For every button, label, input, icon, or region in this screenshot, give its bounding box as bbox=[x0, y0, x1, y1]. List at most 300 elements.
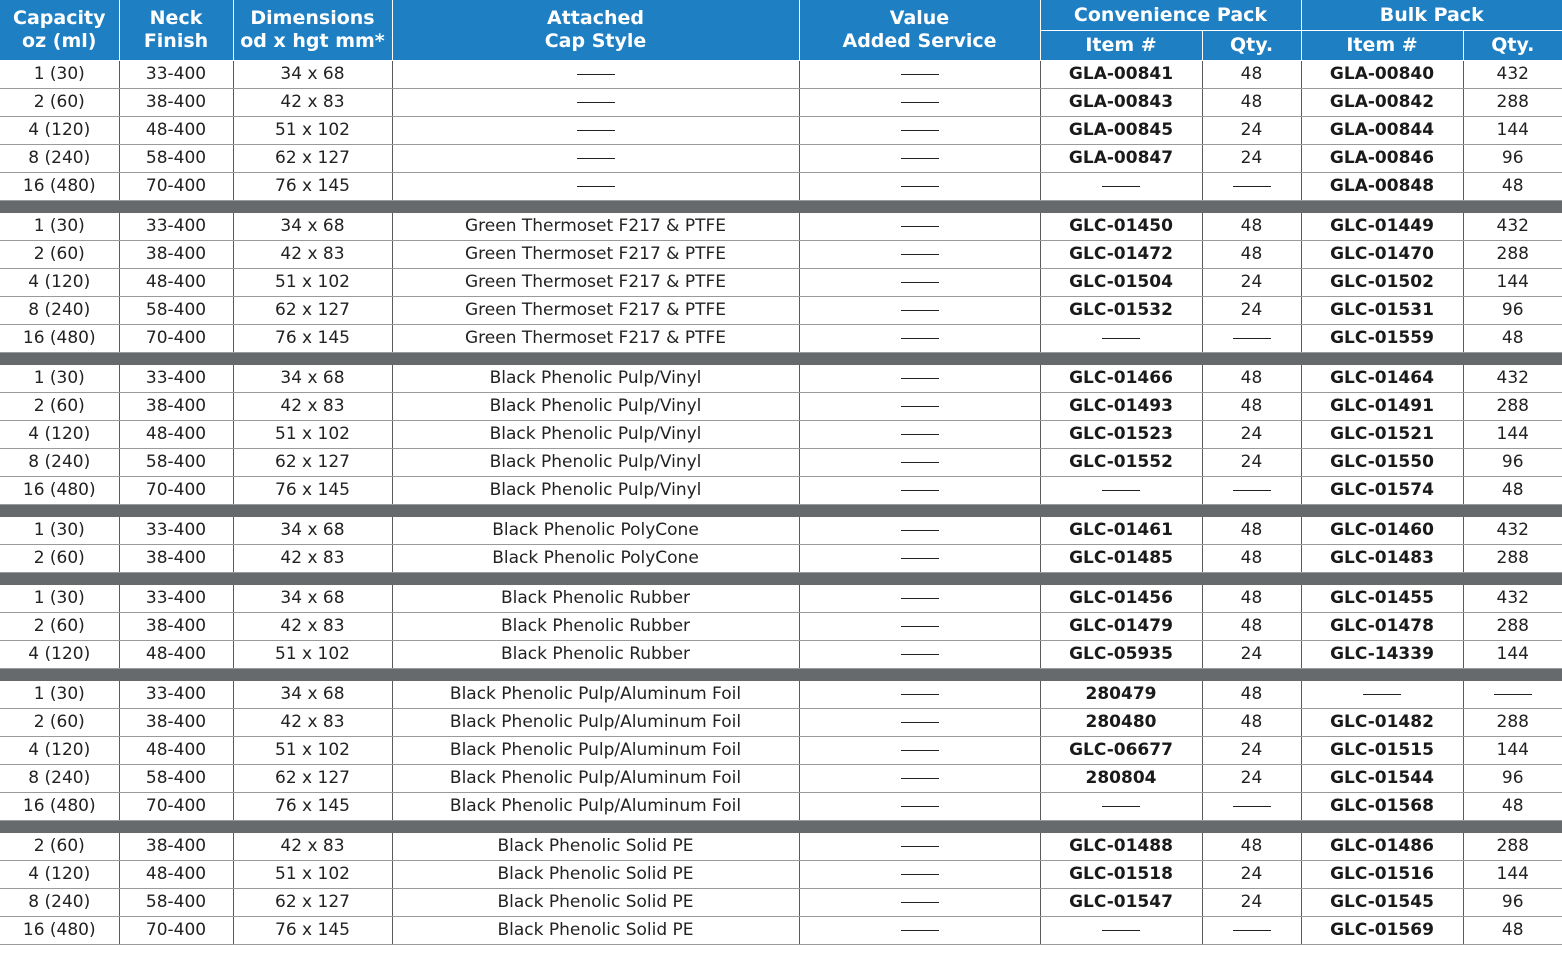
neck-finish-cell: 38-400 bbox=[119, 709, 233, 737]
convenience-qty-cell: 24 bbox=[1202, 889, 1301, 917]
value-added-cell bbox=[799, 737, 1040, 765]
neck-finish-cell: 70-400 bbox=[119, 917, 233, 945]
dimensions-cell: 42 x 83 bbox=[233, 613, 392, 641]
bulk-item-cell: GLC-01550 bbox=[1301, 449, 1463, 477]
table-row bbox=[0, 241, 1562, 269]
value-added-cell bbox=[799, 709, 1040, 737]
cap-style-cell bbox=[392, 89, 799, 117]
dash-icon bbox=[901, 74, 939, 75]
table-row bbox=[0, 145, 1562, 173]
convenience-qty-cell: 48 bbox=[1202, 833, 1301, 861]
value-added-cell bbox=[799, 61, 1040, 89]
bulk-item-cell: GLC-01449 bbox=[1301, 213, 1463, 241]
convenience-qty-cell bbox=[1202, 477, 1301, 505]
cap-style-cell: Black Phenolic Solid PE bbox=[392, 861, 799, 889]
value-added-cell bbox=[799, 681, 1040, 709]
dash-icon bbox=[577, 158, 615, 159]
group-separator bbox=[0, 505, 1562, 518]
convenience-qty-cell: 48 bbox=[1202, 585, 1301, 613]
cap-style-cell: Green Thermoset F217 & PTFE bbox=[392, 297, 799, 325]
capacity-cell: 1 (30) bbox=[0, 585, 119, 613]
bulk-qty-cell: 96 bbox=[1463, 297, 1562, 325]
cap-style-cell: Green Thermoset F217 & PTFE bbox=[392, 213, 799, 241]
convenience-item-cell: GLA-00841 bbox=[1040, 61, 1202, 89]
convenience-item-cell: GLA-00843 bbox=[1040, 89, 1202, 117]
dash-icon bbox=[901, 598, 939, 599]
bulk-item-cell: GLA-00840 bbox=[1301, 61, 1463, 89]
convenience-item-cell bbox=[1040, 325, 1202, 353]
convenience-qty-cell bbox=[1202, 173, 1301, 201]
table-row bbox=[0, 681, 1562, 709]
convenience-item-cell: GLC-01504 bbox=[1040, 269, 1202, 297]
capacity-cell: 16 (480) bbox=[0, 917, 119, 945]
convenience-qty-cell: 48 bbox=[1202, 517, 1301, 545]
convenience-qty-cell: 24 bbox=[1202, 765, 1301, 793]
cap-style-cell: Black Phenolic Solid PE bbox=[392, 889, 799, 917]
header-dimensions: Dimensions od x hgt mm* bbox=[233, 0, 392, 61]
neck-finish-cell: 48-400 bbox=[119, 737, 233, 765]
convenience-qty-cell bbox=[1202, 793, 1301, 821]
dimensions-cell: 34 x 68 bbox=[233, 213, 392, 241]
value-added-cell bbox=[799, 585, 1040, 613]
dash-icon bbox=[1233, 490, 1271, 491]
dash-icon bbox=[1102, 338, 1140, 339]
dash-icon bbox=[901, 434, 939, 435]
neck-finish-cell: 48-400 bbox=[119, 117, 233, 145]
table-row bbox=[0, 269, 1562, 297]
neck-finish-cell: 70-400 bbox=[119, 173, 233, 201]
dash-icon bbox=[901, 490, 939, 491]
neck-finish-cell: 48-400 bbox=[119, 861, 233, 889]
dash-icon bbox=[901, 694, 939, 695]
value-added-cell bbox=[799, 145, 1040, 173]
convenience-item-cell: GLC-01488 bbox=[1040, 833, 1202, 861]
group-separator bbox=[0, 821, 1562, 834]
value-added-cell bbox=[799, 517, 1040, 545]
capacity-cell: 4 (120) bbox=[0, 117, 119, 145]
dash-icon bbox=[1233, 338, 1271, 339]
cap-style-cell: Black Phenolic Pulp/Aluminum Foil bbox=[392, 737, 799, 765]
bulk-item-cell: GLC-01559 bbox=[1301, 325, 1463, 353]
dash-icon bbox=[901, 626, 939, 627]
value-added-cell bbox=[799, 325, 1040, 353]
convenience-item-cell: 280479 bbox=[1040, 681, 1202, 709]
capacity-cell: 16 (480) bbox=[0, 325, 119, 353]
capacity-cell: 1 (30) bbox=[0, 213, 119, 241]
cap-style-cell bbox=[392, 145, 799, 173]
value-added-cell bbox=[799, 173, 1040, 201]
convenience-item-cell: GLC-01450 bbox=[1040, 213, 1202, 241]
capacity-cell: 1 (30) bbox=[0, 681, 119, 709]
neck-finish-cell: 70-400 bbox=[119, 325, 233, 353]
dash-icon bbox=[901, 406, 939, 407]
dash-icon bbox=[1102, 806, 1140, 807]
cap-style-cell: Black Phenolic Pulp/Aluminum Foil bbox=[392, 709, 799, 737]
bulk-item-cell: GLA-00846 bbox=[1301, 145, 1463, 173]
table-header bbox=[0, 0, 1562, 61]
table-row bbox=[0, 61, 1562, 89]
convenience-qty-cell: 24 bbox=[1202, 641, 1301, 669]
neck-finish-cell: 38-400 bbox=[119, 89, 233, 117]
bulk-item-cell: GLC-01516 bbox=[1301, 861, 1463, 889]
bulk-qty-cell: 288 bbox=[1463, 241, 1562, 269]
convenience-qty-cell: 48 bbox=[1202, 213, 1301, 241]
bulk-item-cell: GLC-01464 bbox=[1301, 365, 1463, 393]
neck-finish-cell: 38-400 bbox=[119, 613, 233, 641]
capacity-cell: 8 (240) bbox=[0, 449, 119, 477]
neck-finish-cell: 48-400 bbox=[119, 421, 233, 449]
cap-style-cell: Black Phenolic Solid PE bbox=[392, 917, 799, 945]
dash-icon bbox=[901, 654, 939, 655]
convenience-item-cell: GLC-01472 bbox=[1040, 241, 1202, 269]
table-row bbox=[0, 325, 1562, 353]
convenience-item-cell bbox=[1040, 793, 1202, 821]
dash-icon bbox=[901, 558, 939, 559]
neck-finish-cell: 33-400 bbox=[119, 365, 233, 393]
header-value-added-service: Value Added Service bbox=[799, 0, 1040, 61]
bulk-qty-cell: 144 bbox=[1463, 117, 1562, 145]
header-neck-finish: Neck Finish bbox=[119, 0, 233, 61]
dash-icon bbox=[901, 902, 939, 903]
convenience-item-cell: GLC-06677 bbox=[1040, 737, 1202, 765]
value-added-cell bbox=[799, 269, 1040, 297]
cap-style-cell: Black Phenolic Pulp/Aluminum Foil bbox=[392, 765, 799, 793]
dimensions-cell: 62 x 127 bbox=[233, 145, 392, 173]
dash-icon bbox=[901, 226, 939, 227]
neck-finish-cell: 58-400 bbox=[119, 765, 233, 793]
dash-icon bbox=[901, 282, 939, 283]
table-row bbox=[0, 709, 1562, 737]
dimensions-cell: 42 x 83 bbox=[233, 241, 392, 269]
bulk-item-cell: GLC-01545 bbox=[1301, 889, 1463, 917]
neck-finish-cell: 58-400 bbox=[119, 889, 233, 917]
cap-style-cell: Black Phenolic Rubber bbox=[392, 641, 799, 669]
bulk-qty-cell: 288 bbox=[1463, 613, 1562, 641]
table-row bbox=[0, 833, 1562, 861]
convenience-item-cell: GLC-01466 bbox=[1040, 365, 1202, 393]
table-row bbox=[0, 613, 1562, 641]
dimensions-cell: 34 x 68 bbox=[233, 61, 392, 89]
dimensions-cell: 51 x 102 bbox=[233, 641, 392, 669]
convenience-qty-cell: 24 bbox=[1202, 297, 1301, 325]
capacity-cell: 2 (60) bbox=[0, 833, 119, 861]
dimensions-cell: 76 x 145 bbox=[233, 917, 392, 945]
neck-finish-cell: 38-400 bbox=[119, 545, 233, 573]
dash-icon bbox=[901, 378, 939, 379]
convenience-qty-cell: 48 bbox=[1202, 241, 1301, 269]
bulk-qty-cell: 288 bbox=[1463, 709, 1562, 737]
separator-bar bbox=[0, 505, 1562, 518]
separator-bar bbox=[0, 201, 1562, 214]
table-row bbox=[0, 365, 1562, 393]
convenience-qty-cell: 48 bbox=[1202, 613, 1301, 641]
dimensions-cell: 34 x 68 bbox=[233, 585, 392, 613]
capacity-cell: 2 (60) bbox=[0, 709, 119, 737]
header-bulk-item: Item # bbox=[1301, 31, 1463, 61]
table-row bbox=[0, 517, 1562, 545]
bulk-qty-cell: 48 bbox=[1463, 793, 1562, 821]
neck-finish-cell: 70-400 bbox=[119, 793, 233, 821]
bulk-qty-cell: 288 bbox=[1463, 545, 1562, 573]
convenience-qty-cell bbox=[1202, 325, 1301, 353]
separator-bar bbox=[0, 573, 1562, 586]
bulk-qty-cell: 48 bbox=[1463, 325, 1562, 353]
convenience-qty-cell: 48 bbox=[1202, 681, 1301, 709]
table-row bbox=[0, 89, 1562, 117]
value-added-cell bbox=[799, 117, 1040, 145]
bulk-qty-cell: 432 bbox=[1463, 517, 1562, 545]
bulk-item-cell: GLA-00848 bbox=[1301, 173, 1463, 201]
cap-style-cell bbox=[392, 61, 799, 89]
bulk-item-cell: GLC-01531 bbox=[1301, 297, 1463, 325]
table-row bbox=[0, 861, 1562, 889]
dimensions-cell: 76 x 145 bbox=[233, 477, 392, 505]
neck-finish-cell: 33-400 bbox=[119, 681, 233, 709]
convenience-qty-cell: 24 bbox=[1202, 861, 1301, 889]
neck-finish-cell: 48-400 bbox=[119, 269, 233, 297]
convenience-qty-cell: 48 bbox=[1202, 545, 1301, 573]
neck-finish-cell: 70-400 bbox=[119, 477, 233, 505]
cap-style-cell: Black Phenolic PolyCone bbox=[392, 517, 799, 545]
capacity-cell: 4 (120) bbox=[0, 861, 119, 889]
header-convenience-pack: Convenience Pack bbox=[1040, 0, 1301, 31]
bulk-qty-cell: 288 bbox=[1463, 393, 1562, 421]
dimensions-cell: 51 x 102 bbox=[233, 861, 392, 889]
bulk-item-cell: GLC-01515 bbox=[1301, 737, 1463, 765]
bulk-qty-cell: 48 bbox=[1463, 917, 1562, 945]
table-row bbox=[0, 393, 1562, 421]
table-row bbox=[0, 173, 1562, 201]
bulk-item-cell: GLC-01502 bbox=[1301, 269, 1463, 297]
bulk-qty-cell: 432 bbox=[1463, 365, 1562, 393]
header-convenience-item: Item # bbox=[1040, 31, 1202, 61]
value-added-cell bbox=[799, 889, 1040, 917]
bulk-qty-cell: 144 bbox=[1463, 861, 1562, 889]
dimensions-cell: 62 x 127 bbox=[233, 889, 392, 917]
header-cap-style: Attached Cap Style bbox=[392, 0, 799, 61]
bulk-qty-cell: 144 bbox=[1463, 269, 1562, 297]
dimensions-cell: 51 x 102 bbox=[233, 117, 392, 145]
dimensions-cell: 62 x 127 bbox=[233, 297, 392, 325]
cap-style-cell: Green Thermoset F217 & PTFE bbox=[392, 241, 799, 269]
bulk-item-cell: GLC-01521 bbox=[1301, 421, 1463, 449]
capacity-cell: 4 (120) bbox=[0, 737, 119, 765]
dimensions-cell: 42 x 83 bbox=[233, 833, 392, 861]
convenience-item-cell: GLA-00847 bbox=[1040, 145, 1202, 173]
dimensions-cell: 34 x 68 bbox=[233, 365, 392, 393]
value-added-cell bbox=[799, 213, 1040, 241]
cap-style-cell bbox=[392, 117, 799, 145]
capacity-cell: 1 (30) bbox=[0, 61, 119, 89]
bulk-qty-cell: 144 bbox=[1463, 641, 1562, 669]
convenience-qty-cell: 48 bbox=[1202, 393, 1301, 421]
bulk-qty-cell: 288 bbox=[1463, 89, 1562, 117]
table-row bbox=[0, 297, 1562, 325]
dimensions-cell: 51 x 102 bbox=[233, 737, 392, 765]
table-row bbox=[0, 477, 1562, 505]
table-row bbox=[0, 889, 1562, 917]
neck-finish-cell: 38-400 bbox=[119, 393, 233, 421]
capacity-cell: 2 (60) bbox=[0, 545, 119, 573]
bulk-item-cell bbox=[1301, 681, 1463, 709]
dash-icon bbox=[901, 874, 939, 875]
group-separator bbox=[0, 201, 1562, 214]
separator-bar bbox=[0, 353, 1562, 366]
table-row bbox=[0, 545, 1562, 573]
group-separator bbox=[0, 353, 1562, 366]
dash-icon bbox=[901, 722, 939, 723]
dash-icon bbox=[901, 186, 939, 187]
bulk-qty-cell: 48 bbox=[1463, 477, 1562, 505]
bulk-item-cell: GLA-00844 bbox=[1301, 117, 1463, 145]
convenience-qty-cell: 24 bbox=[1202, 145, 1301, 173]
bulk-item-cell: GLC-01460 bbox=[1301, 517, 1463, 545]
capacity-cell: 2 (60) bbox=[0, 89, 119, 117]
table-row bbox=[0, 117, 1562, 145]
neck-finish-cell: 38-400 bbox=[119, 241, 233, 269]
bulk-qty-cell: 48 bbox=[1463, 173, 1562, 201]
table-row bbox=[0, 737, 1562, 765]
table-row bbox=[0, 421, 1562, 449]
dimensions-cell: 76 x 145 bbox=[233, 793, 392, 821]
bulk-qty-cell: 432 bbox=[1463, 585, 1562, 613]
capacity-cell: 1 (30) bbox=[0, 365, 119, 393]
bulk-item-cell: GLC-01483 bbox=[1301, 545, 1463, 573]
bulk-qty-cell: 144 bbox=[1463, 421, 1562, 449]
dash-icon bbox=[577, 130, 615, 131]
table-row bbox=[0, 917, 1562, 945]
table-row bbox=[0, 213, 1562, 241]
convenience-item-cell: GLC-01461 bbox=[1040, 517, 1202, 545]
convenience-item-cell: GLC-05935 bbox=[1040, 641, 1202, 669]
cap-style-cell: Black Phenolic Pulp/Vinyl bbox=[392, 449, 799, 477]
separator-bar bbox=[0, 669, 1562, 682]
value-added-cell bbox=[799, 421, 1040, 449]
dash-icon bbox=[901, 750, 939, 751]
neck-finish-cell: 38-400 bbox=[119, 833, 233, 861]
convenience-item-cell: GLC-01479 bbox=[1040, 613, 1202, 641]
bulk-item-cell: GLA-00842 bbox=[1301, 89, 1463, 117]
separator-bar bbox=[0, 821, 1562, 834]
cap-style-cell: Black Phenolic PolyCone bbox=[392, 545, 799, 573]
dash-icon bbox=[1233, 806, 1271, 807]
bulk-item-cell: GLC-01568 bbox=[1301, 793, 1463, 821]
convenience-qty-cell: 48 bbox=[1202, 365, 1301, 393]
capacity-cell: 16 (480) bbox=[0, 477, 119, 505]
dash-icon bbox=[1233, 186, 1271, 187]
value-added-cell bbox=[799, 793, 1040, 821]
convenience-item-cell: GLC-01456 bbox=[1040, 585, 1202, 613]
convenience-item-cell: GLC-01523 bbox=[1040, 421, 1202, 449]
dimensions-cell: 62 x 127 bbox=[233, 449, 392, 477]
capacity-cell: 4 (120) bbox=[0, 421, 119, 449]
dimensions-cell: 76 x 145 bbox=[233, 173, 392, 201]
header-capacity: Capacity oz (ml) bbox=[0, 0, 119, 61]
bulk-qty-cell: 96 bbox=[1463, 765, 1562, 793]
table-row bbox=[0, 585, 1562, 613]
neck-finish-cell: 48-400 bbox=[119, 641, 233, 669]
dash-icon bbox=[901, 462, 939, 463]
table-body bbox=[0, 61, 1562, 945]
bulk-qty-cell: 432 bbox=[1463, 213, 1562, 241]
capacity-cell: 4 (120) bbox=[0, 269, 119, 297]
capacity-cell: 16 (480) bbox=[0, 793, 119, 821]
dash-icon bbox=[577, 74, 615, 75]
dash-icon bbox=[901, 530, 939, 531]
dimensions-cell: 62 x 127 bbox=[233, 765, 392, 793]
bulk-qty-cell: 96 bbox=[1463, 145, 1562, 173]
dash-icon bbox=[901, 806, 939, 807]
dash-icon bbox=[901, 930, 939, 931]
bulk-item-cell: GLC-01478 bbox=[1301, 613, 1463, 641]
neck-finish-cell: 33-400 bbox=[119, 585, 233, 613]
cap-style-cell bbox=[392, 173, 799, 201]
table-row bbox=[0, 641, 1562, 669]
convenience-qty-cell: 48 bbox=[1202, 61, 1301, 89]
convenience-item-cell: GLA-00845 bbox=[1040, 117, 1202, 145]
convenience-item-cell: 280804 bbox=[1040, 765, 1202, 793]
bulk-item-cell: GLC-01482 bbox=[1301, 709, 1463, 737]
convenience-item-cell bbox=[1040, 173, 1202, 201]
dash-icon bbox=[577, 102, 615, 103]
cap-style-cell: Black Phenolic Pulp/Vinyl bbox=[392, 393, 799, 421]
cap-style-cell: Black Phenolic Pulp/Aluminum Foil bbox=[392, 681, 799, 709]
convenience-item-cell: GLC-01547 bbox=[1040, 889, 1202, 917]
bulk-item-cell: GLC-01569 bbox=[1301, 917, 1463, 945]
value-added-cell bbox=[799, 765, 1040, 793]
dash-icon bbox=[901, 254, 939, 255]
capacity-cell: 8 (240) bbox=[0, 145, 119, 173]
bulk-item-cell: GLC-01491 bbox=[1301, 393, 1463, 421]
neck-finish-cell: 58-400 bbox=[119, 449, 233, 477]
value-added-cell bbox=[799, 89, 1040, 117]
dash-icon bbox=[1494, 694, 1532, 695]
capacity-cell: 2 (60) bbox=[0, 613, 119, 641]
neck-finish-cell: 58-400 bbox=[119, 297, 233, 325]
dimensions-cell: 76 x 145 bbox=[233, 325, 392, 353]
table-row bbox=[0, 765, 1562, 793]
bulk-item-cell: GLC-01544 bbox=[1301, 765, 1463, 793]
dash-icon bbox=[577, 186, 615, 187]
bulk-qty-cell: 144 bbox=[1463, 737, 1562, 765]
convenience-qty-cell: 48 bbox=[1202, 709, 1301, 737]
convenience-qty-cell: 24 bbox=[1202, 269, 1301, 297]
capacity-cell: 2 (60) bbox=[0, 241, 119, 269]
value-added-cell bbox=[799, 613, 1040, 641]
value-added-cell bbox=[799, 365, 1040, 393]
cap-style-cell: Black Phenolic Pulp/Vinyl bbox=[392, 421, 799, 449]
dash-icon bbox=[1102, 930, 1140, 931]
dash-icon bbox=[901, 102, 939, 103]
neck-finish-cell: 33-400 bbox=[119, 517, 233, 545]
bulk-qty-cell: 432 bbox=[1463, 61, 1562, 89]
capacity-cell: 2 (60) bbox=[0, 393, 119, 421]
convenience-qty-cell: 24 bbox=[1202, 737, 1301, 765]
cap-style-cell: Black Phenolic Pulp/Aluminum Foil bbox=[392, 793, 799, 821]
cap-style-cell: Black Phenolic Rubber bbox=[392, 585, 799, 613]
bulk-item-cell: GLC-01486 bbox=[1301, 833, 1463, 861]
bulk-qty-cell bbox=[1463, 681, 1562, 709]
header-convenience-qty: Qty. bbox=[1202, 31, 1301, 61]
convenience-qty-cell bbox=[1202, 917, 1301, 945]
dash-icon bbox=[901, 158, 939, 159]
bulk-item-cell: GLC-01574 bbox=[1301, 477, 1463, 505]
dimensions-cell: 34 x 68 bbox=[233, 517, 392, 545]
header-bulk-qty: Qty. bbox=[1463, 31, 1562, 61]
capacity-cell: 8 (240) bbox=[0, 765, 119, 793]
dimensions-cell: 51 x 102 bbox=[233, 269, 392, 297]
dimensions-cell: 51 x 102 bbox=[233, 421, 392, 449]
